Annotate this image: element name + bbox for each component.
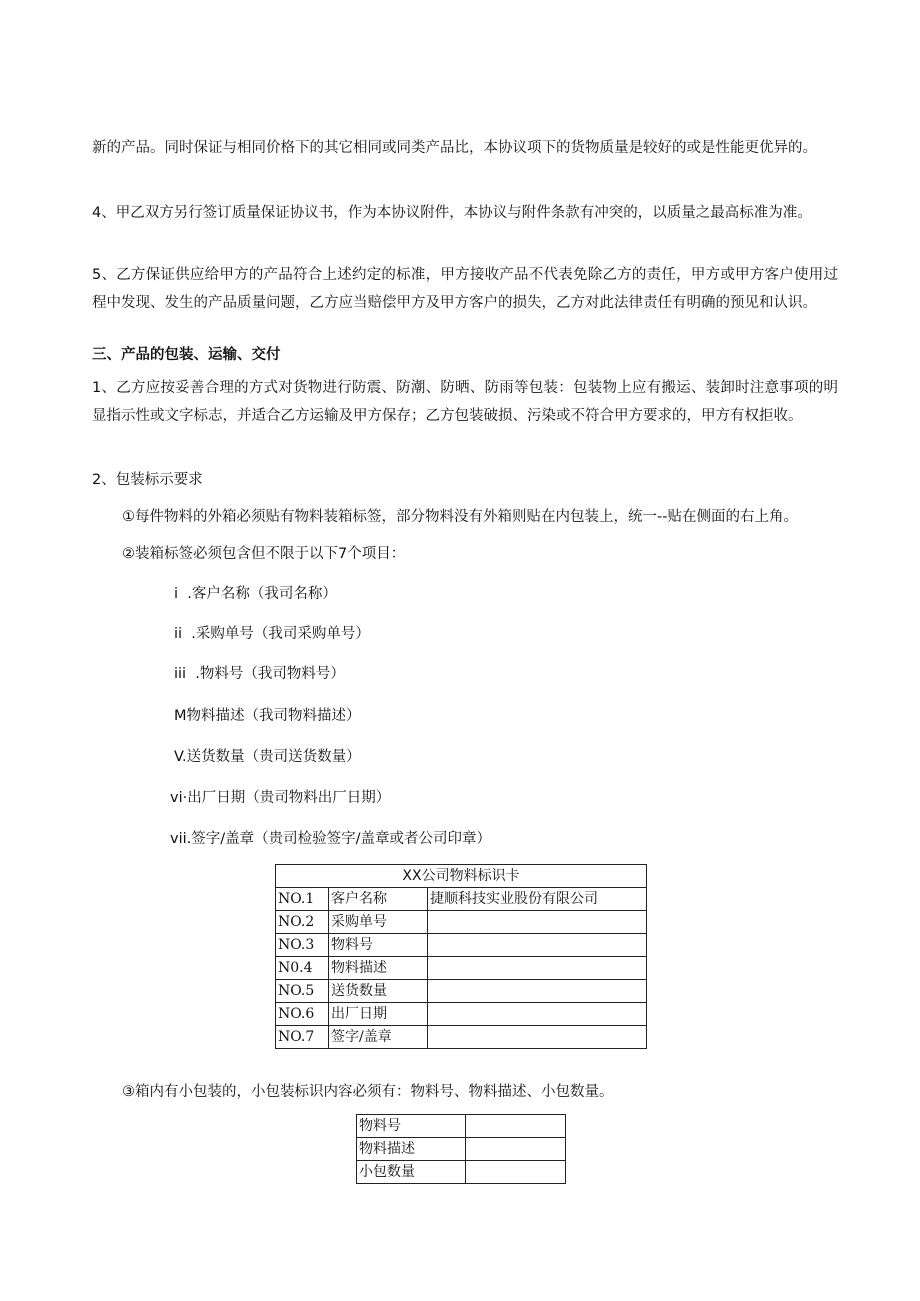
paragraph-label-rule-2: ②装箱标签必须包含但不限于以下7个项目： — [122, 546, 406, 562]
table-cell — [428, 911, 647, 934]
label-item-4: M物料描述（我司物料描述） — [174, 708, 361, 724]
table-row — [276, 911, 647, 934]
paragraph-small-package: ③箱内有小包装的，小包装标识内容必须有：物料号、物料描述、小包数量。 — [122, 1084, 614, 1100]
table-cell: 物料号 — [329, 934, 428, 957]
table-cell: 采购单号 — [329, 911, 428, 934]
paragraph-quality-continuation: 新的产品。同时保证与相同价格下的其它相同或同类产品比，本协议项下的货物质量是较好的或是性能更优异的。 — [92, 140, 817, 156]
table-row — [357, 1138, 566, 1161]
paragraph-clause-4: 4、甲乙双方另行签订质量保证协议书，作为本协议附件，本协议与附件条款有冲突的，以质量之最高标准为准。 — [92, 205, 812, 221]
table-row — [276, 1026, 647, 1049]
table-row — [276, 934, 647, 957]
label-item-2: ii .采购单号（我司采购单号） — [174, 626, 370, 642]
table-title: XX公司物料标识卡 — [276, 865, 647, 888]
paragraph-label-rule-1: ①每件物料的外箱必须贴有物料装箱标签，部分物料没有外箱则贴在内包装上，统一--贴在侧面的右上角。 — [122, 509, 798, 525]
material-id-card-table — [275, 864, 647, 1049]
table-cell: 出厂日期 — [329, 1003, 428, 1026]
label-item-6: vi·出厂日期（贵司物料出厂日期） — [170, 790, 391, 806]
table-cell — [428, 1003, 647, 1026]
table-cell — [428, 934, 647, 957]
table-row — [357, 1115, 566, 1138]
table-title-row — [276, 865, 647, 888]
table-cell — [466, 1161, 566, 1184]
paragraph-packaging-1: 1、乙方应按妥善合理的方式对货物进行防震、防潮、防晒、防雨等包装：包装物上应有搬运、装卸时注意事项的明显指示性或文字标志，并适合乙方运输及甲方保存；乙方包装破损、污染或不符合甲方要求的，甲方有权拒收。 — [92, 380, 838, 424]
table-cell: NO.6 — [276, 1003, 329, 1026]
table-cell — [466, 1138, 566, 1161]
label-item-7: vii.签字/盖章（贵司检验签字/盖章或者公司印章） — [170, 831, 492, 847]
table-cell: N0.4 — [276, 957, 329, 980]
paragraph-packaging-2: 2、包装标示要求 — [92, 472, 203, 488]
table-cell — [466, 1115, 566, 1138]
table-row — [276, 957, 647, 980]
table-cell: NO.3 — [276, 934, 329, 957]
table-cell: 签字/盖章 — [329, 1026, 428, 1049]
table-cell: 物料号 — [357, 1115, 466, 1138]
table-row — [276, 980, 647, 1003]
table-cell: NO.7 — [276, 1026, 329, 1049]
label-item-3: iii .物料号（我司物料号） — [174, 666, 345, 682]
table-row — [357, 1161, 566, 1184]
table-cell: NO.2 — [276, 911, 329, 934]
table-cell: NO.5 — [276, 980, 329, 1003]
table-cell: 物料描述 — [329, 957, 428, 980]
table-row — [276, 888, 647, 911]
table-cell: 捷顺科技实业股份有限公司 — [428, 888, 647, 911]
paragraph-clause-5: 5、乙方保证供应给甲方的产品符合上述约定的标准，甲方接收产品不代表免除乙方的责任，甲方或甲方客户使用过程中发现、发生的产品质量问题，乙方应当赔偿甲方及甲方客户的损失，乙方对此法律责任有明确的预见和认识。 — [92, 267, 838, 311]
table-cell: 送货数量 — [329, 980, 428, 1003]
label-item-5: V.送货数量（贵司送货数量） — [174, 749, 361, 765]
table-cell — [428, 957, 647, 980]
table-cell: 客户名称 — [329, 888, 428, 911]
table-cell — [428, 1026, 647, 1049]
small-package-table — [356, 1114, 566, 1184]
table-cell — [428, 980, 647, 1003]
label-item-1: i .客户名称（我司名称） — [174, 586, 337, 602]
table-row — [276, 1003, 647, 1026]
table-cell: NO.1 — [276, 888, 329, 911]
section-heading-packaging: 三、产品的包装、运输、交付 — [92, 347, 281, 363]
table-cell: 小包数量 — [357, 1161, 466, 1184]
table-cell: 物料描述 — [357, 1138, 466, 1161]
